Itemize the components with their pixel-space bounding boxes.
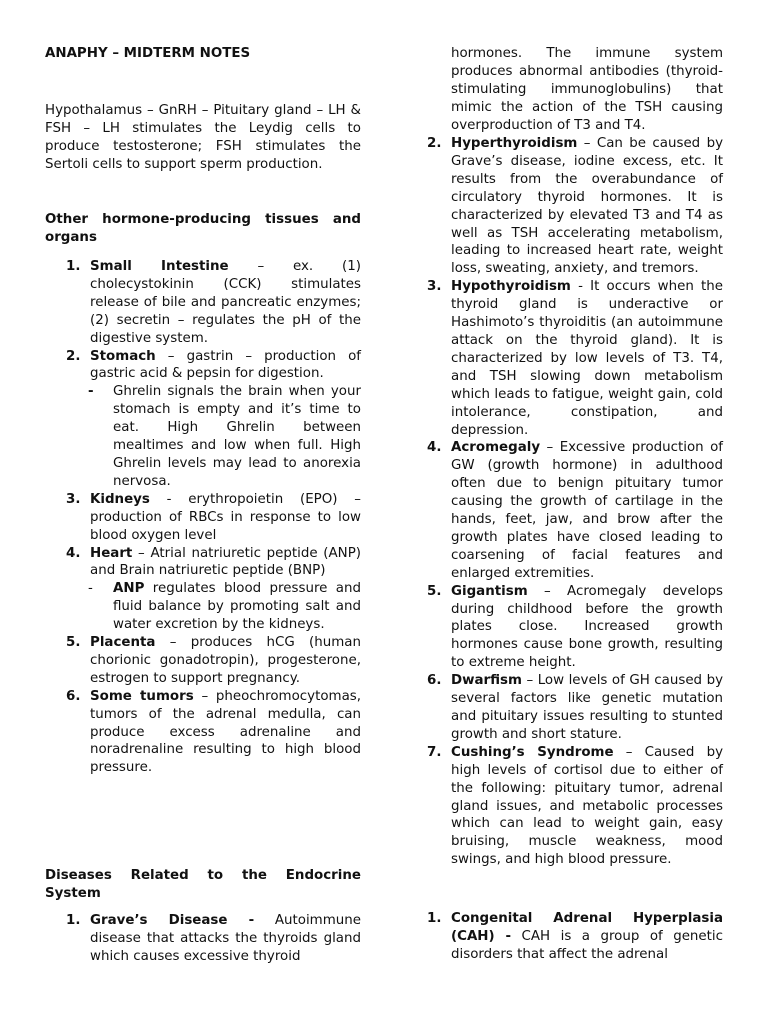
list-item <box>406 744 723 869</box>
item-term: Gigantism <box>451 583 528 599</box>
item-term: Dwarfism <box>451 673 522 689</box>
list-item <box>45 545 361 581</box>
list-number: 2. <box>66 348 81 364</box>
item-text: – Caused by high levels of cortisol due to either of the following: pituitary tumor, adrenal gland issues, and metabolic processes which can lead to weight gain, easy bruising, muscle weakness, mood swings, and high blood pressure. <box>451 744 723 868</box>
item-text: – gastrin – production of gastric acid & pepsin for digestion. <box>90 348 361 382</box>
endocrine-diseases-list <box>45 912 361 966</box>
list-number: 2. <box>427 136 442 151</box>
document-title: ANAPHY – MIDTERM NOTES <box>45 46 251 61</box>
list-item <box>406 583 723 673</box>
list-item <box>406 135 723 278</box>
item-term: Kidneys <box>90 491 150 507</box>
item-text: CAH is a group of genetic disorders that affect the adrenal <box>451 928 723 962</box>
item-term: Stomach <box>90 348 156 364</box>
continuation-paragraph: hormones. The immune system produces abnormal antibodies (thyroid-stimulating immunoglobulins) that mimic the action of the TSH causing overproduction of T3 and T4. <box>451 46 723 133</box>
list-number: 5. <box>66 635 81 651</box>
hormone-tissues-list <box>45 258 361 777</box>
sub-item-text: Ghrelin signals the brain when your stomach is empty and it’s time to eat. High Ghrelin between mealtimes and low when full. High Ghrelin levels may lead to anorexia nervosa. <box>113 384 361 489</box>
list-item <box>45 258 361 348</box>
item-text: – produces hCG (human chorionic gonadotropin), progesterone, estrogen to support pregnancy. <box>90 635 361 686</box>
list-number: 7. <box>427 744 442 760</box>
item-text: – Excessive production of GW (growth hormone) in adulthood often due to benign pituitary tumor causing the growth of cartilage in the hands, feet, jaw, and brow after the growth plates have closed leading to coarsening of facial features and enlarged extremities. <box>451 440 723 581</box>
item-text: – Acromegaly develops during childhood before the growth plates close. Increased growth hormones cause bone growth, resulting to extreme height. <box>451 583 723 671</box>
bullet-dash: - <box>88 384 94 400</box>
item-term: Grave’s Disease - <box>90 913 255 928</box>
bullet-dash: - <box>88 581 93 597</box>
sub-item-text: regulates blood pressure and fluid balance by promoting salt and water excretion by the kidneys. <box>113 581 361 633</box>
item-term: Heart <box>90 545 133 561</box>
list-item <box>406 278 723 439</box>
list-item <box>45 634 361 688</box>
item-term: Acromegaly <box>451 440 541 456</box>
item-text: – Atrial natriuretic peptide (ANP) and Brain natriuretic peptide (BNP) <box>90 545 361 579</box>
list-number: 1. <box>66 259 81 274</box>
list-number: 6. <box>66 688 81 704</box>
list-number: 3. <box>66 491 81 507</box>
item-text: – ex. (1) cholecystokinin (CCK) stimulates release of bile and pancreatic enzymes; (2) secretin – regulates the pH of the digestive system. <box>90 259 361 346</box>
sub-list-item <box>45 383 361 490</box>
sub-list-item <box>45 580 361 634</box>
list-number: 1. <box>427 911 442 926</box>
list-item <box>45 491 361 545</box>
item-term: Hypothyroidism <box>451 279 571 295</box>
item-text: – Low levels of GH caused by several factors like genetic mutation and pituitary issues resulting to stunted growth and short stature. <box>451 673 723 742</box>
list-item <box>406 672 723 744</box>
list-item <box>45 688 361 778</box>
sub-item-term: ANP <box>113 581 145 597</box>
list-number: 4. <box>66 545 81 561</box>
item-text: – Can be caused by Grave’s disease, iodine excess, etc. It results from the overabundance of circulatory thyroid hormones. It is characterized by elevated T3 and T4 as well as TSH accelerating metabolism, leading to increased heart rate, weight loss, sweating, anxiety, and tremors. <box>451 136 723 277</box>
list-number: 6. <box>427 673 442 689</box>
section-heading-endocrine-diseases: Diseases Related to the Endocrine System <box>45 868 361 901</box>
item-term: Some tumors <box>90 688 194 704</box>
item-term: Placenta <box>90 635 156 651</box>
item-term: Hyperthyroidism <box>451 136 578 151</box>
item-text: - erythropoietin (EPO) – production of RBCs in response to low blood oxygen level <box>90 491 361 543</box>
list-number: 4. <box>427 440 442 456</box>
adrenal-disorders-list <box>406 910 723 964</box>
list-number: 3. <box>427 279 442 295</box>
list-item <box>406 439 723 582</box>
item-term: Small Intestine <box>90 259 229 274</box>
item-text: Autoimmune disease that attacks the thyroids gland which causes excessive thyroid <box>90 913 361 964</box>
endocrine-diseases-list-continued <box>406 135 723 869</box>
list-item <box>45 912 361 966</box>
list-number: 5. <box>427 583 442 599</box>
list-number: 1. <box>66 913 81 928</box>
section-heading-hormone-tissues: Other hormone-producing tissues and organs <box>45 212 361 245</box>
item-text: – pheochromocytomas, tumors of the adrenal medulla, can produce excess adrenaline and noradrenaline resulting to high blood pressure. <box>90 688 362 776</box>
list-item <box>406 910 723 964</box>
intro-paragraph: Hypothalamus – GnRH – Pituitary gland – LH & FSH – LH stimulates the Leydig cells to produce testosterone; FSH stimulates the Sertoli cells to support sperm production. <box>45 103 361 172</box>
item-term: Congenital Adrenal Hyperplasia (CAH) - <box>451 911 723 944</box>
list-item <box>45 348 361 384</box>
item-text: - It occurs when the thyroid gland is underactive or Hashimoto’s thyroiditis (an autoimmune attack on the thyroid gland). It is characterized by low levels of T3. T4, and TSH slowing down metabolism which leads to fatigue, weight gain, cold intolerance, constipation, and depression. <box>451 279 723 438</box>
item-term: Cushing’s Syndrome <box>451 744 614 760</box>
